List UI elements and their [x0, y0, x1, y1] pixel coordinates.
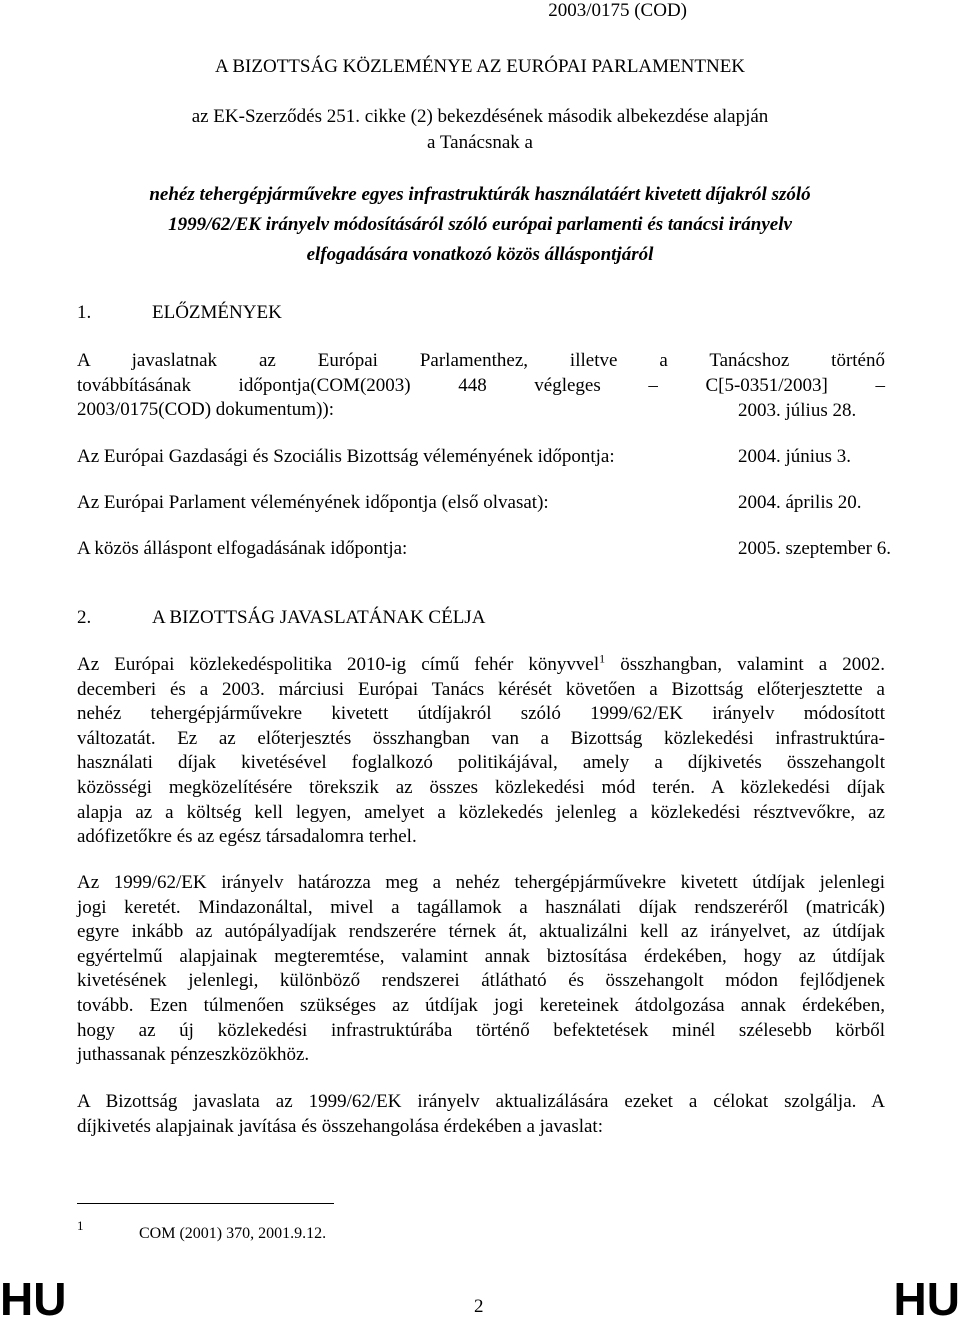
- timeline-value: 2005. szeptember 6.: [738, 538, 892, 559]
- paragraph-line: 2003/0175(COD) dokumentum)):: [77, 399, 335, 421]
- paragraph-line: [77, 653, 885, 678]
- paragraph-line: díjkivetés alapjainak javítása és összehangolása érdekében a javaslat:: [77, 1115, 603, 1137]
- paragraph-text: Az Európai közlekedéspolitika 2010-ig című fehér könyvvel: [77, 654, 600, 675]
- paragraph-line: továbbításának időpontja(COM(2003) 448 végleges – C[5-0351/2003] –: [77, 374, 885, 396]
- subject-line: 1999/62/EK irányelv módosításáról szóló európai parlamenti és tanácsi irányelv: [168, 214, 792, 235]
- document-subject: [0, 182, 960, 267]
- paragraph-line: használati díjak kivetésével foglalkozó politikájával, amely a díjkivetés összehangolt: [77, 752, 885, 774]
- paragraph-line: alapja az a költség kell legyen, amelyet a közlekedés jelenleg a közlekedési résztvevőkre, az: [77, 801, 885, 823]
- paragraph-line: juthassanak pénzeszközökhöz.: [77, 1044, 310, 1066]
- timeline-row: [77, 538, 937, 560]
- paragraph-line: adófizetőkre és az egész társadalomra terhel.: [77, 826, 417, 848]
- section-title: A BIZOTTSÁG JAVASLATÁNAK CÉLJA: [152, 607, 486, 628]
- section-1-heading: [77, 302, 282, 324]
- page-number: 2: [474, 1296, 484, 1317]
- paragraph-line: hogy az új közlekedési infrastruktúrába történő befektetések minél szélesebb körből: [77, 1019, 885, 1041]
- paragraph-line: nehéz tehergépjárművekre kivetett útdíjakról szóló 1999/62/EK irányelv módosított: [77, 703, 885, 725]
- document-title: A BIZOTTSÁG KÖZLEMÉNYE AZ EURÓPAI PARLAMENTNEK: [214, 56, 746, 77]
- paragraph-line: decemberi és a 2003. márciusi Európai Tanács kérését követően a Bizottság előterjesztette a: [77, 678, 885, 700]
- section-2-paragraph-1: [77, 653, 885, 850]
- footer-language-left: HU: [0, 1273, 67, 1325]
- section-title: ELŐZMÉNYEK: [152, 302, 282, 323]
- footnote-separator: [77, 1203, 334, 1204]
- footnote-number: 1: [77, 1218, 84, 1233]
- timeline-row: [77, 446, 937, 468]
- footer-language-right: HU: [893, 1273, 960, 1325]
- section-number: 1.: [77, 302, 92, 323]
- timeline-row: [77, 492, 937, 514]
- paragraph-line: tovább. Ezen túlmenően szükséges az útdíjak jogi kereteinek átdolgozása annak érdekében,: [77, 994, 885, 1016]
- timeline-value: 2004. június 3.: [738, 446, 851, 467]
- paragraph-line: egyre inkább az autópályadíjak rendszerére térnek át, aktualizálni kell az irányelvet, az útdíjak: [77, 921, 885, 943]
- paragraph-line: A javaslatnak az Európai Parlamenthez, illetve a Tanácshoz történő: [77, 350, 885, 371]
- timeline-label: A közös álláspont elfogadásának időpontja:: [77, 538, 408, 559]
- footnote-reference[interactable]: 1: [599, 651, 606, 666]
- paragraph-line: egyértelmű alapjainak megteremtése, valamint annak biztosítása érdekében, hogy az útdíjak: [77, 945, 885, 967]
- subject-line: elfogadására vonatkozó közös álláspontjáról: [306, 244, 654, 265]
- document-subtitle-line-1: az EK-Szerződés 251. cikke (2) bekezdésének második albekezdése alapján: [191, 106, 769, 127]
- section-2-paragraph-3: [77, 1090, 885, 1139]
- paragraph-line: jogi keretét. Mindazonáltal, mivel a tagállamok a használati díjak rendszeréről (matricák): [77, 896, 885, 918]
- timeline-value: 2004. április 20.: [738, 492, 862, 513]
- section-number: 2.: [77, 607, 92, 628]
- paragraph-line: Az 1999/62/EK irányelv határozza meg a nehéz tehergépjárművekre kivetett útdíjak jelenlegi: [77, 872, 885, 893]
- paragraph-line: A Bizottság javaslata az 1999/62/EK irányelv aktualizálására ezeket a célokat szolgálja. A: [77, 1091, 885, 1112]
- document-reference: 2003/0175 (COD): [548, 0, 687, 21]
- intro-date-value: 2003. július 28.: [738, 400, 857, 421]
- section-2-paragraph-2: [77, 871, 885, 1068]
- section-2-heading: [77, 607, 485, 629]
- subject-line: nehéz tehergépjárművekre egyes infrastruktúrák használatáért kivetett díjakról szóló: [149, 184, 811, 205]
- paragraph-text: összhangban, valamint a 2002.: [605, 654, 885, 675]
- paragraph-line: kivetésének jelenlegi, különböző rendszerei átlátható és összehangolt módon fejlődjenek: [77, 970, 885, 992]
- timeline-label: Az Európai Parlament véleményének időpontja (első olvasat):: [77, 492, 549, 513]
- paragraph-line: közösségi megközelítésére törekszik az összes közlekedési mód terén. A közlekedési díjak: [77, 776, 885, 798]
- paragraph-line: változatát. Ez az előterjesztés összhangban van a Bizottság közlekedési infrastruktúra-: [77, 727, 885, 749]
- footnote-text: COM (2001) 370, 2001.9.12.: [139, 1225, 327, 1242]
- timeline-label: Az Európai Gazdasági és Szociális Bizottság véleményének időpontja:: [77, 446, 615, 467]
- document-subtitle-line-2: a Tanácsnak a: [427, 132, 533, 153]
